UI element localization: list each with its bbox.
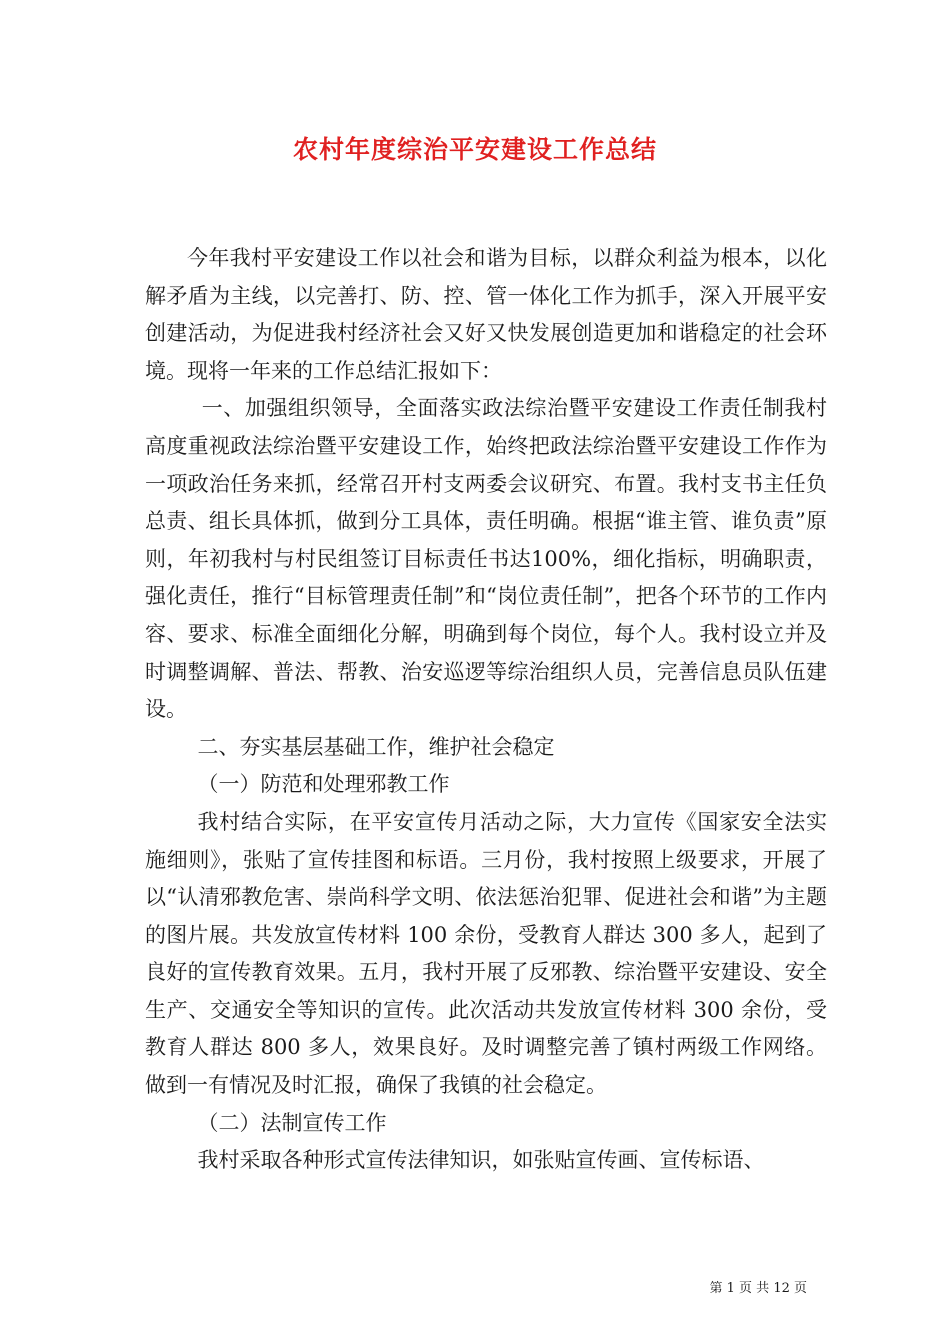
subsection-1-paragraph: 我村结合实际，在平安宣传月活动之际，大力宣传《国家安全法实施细则》，张贴了宣传挂图和标语。三月份，我村按照上级要求，开展了以“认清邪教危害、崇尚科学文明、依法惩治犯罪、促进社会和谐”为主题的图片展。共发放宣传材料 100 余份，受教育人群达 300 多人，起到了良好的宣传教育效果。五月，我村开展了反邪教、综治暨平安建设、安全生产、交通安全等知识的宣传。此次活动共发放宣传材料 300 余份，受教育人群达 800 多人，效果良好。及时调整完善了镇村两级工作网络。做到一有情况及时汇报，确保了我镇的社会稳定。 [145, 809, 827, 1098]
section-2-heading: 二、夯实基层基础工作，维护社会稳定 [197, 734, 555, 759]
subsection-2-paragraph: 我村采取各种形式宣传法律知识，如张贴宣传画、宣传标语、 [197, 1148, 765, 1173]
document-title: 农村年度综治平安建设工作总结 [292, 135, 657, 164]
page-number-footer: 第 1 页 共 12 页 [709, 1281, 807, 1296]
subsection-2-heading: （二）法制宣传工作 [197, 1110, 387, 1135]
intro-paragraph: 今年我村平安建设工作以社会和谐为目标，以群众利益为根本，以化解矛盾为主线，以完善打、防、控、管一体化工作为抓手，深入开展平安创建活动，为促进我村经济社会又好又快发展创造更加和谐稳定的社会环境。现将一年来的工作总结汇报如下： [145, 246, 827, 383]
document-body [145, 240, 827, 1180]
subsection-1-heading: （一）防范和处理邪教工作 [197, 772, 450, 797]
section-1-paragraph: 一、加强组织领导，全面落实政法综治暨平安建设工作责任制我村高度重视政法综治暨平安建设工作，始终把政法综治暨平安建设工作作为一项政治任务来抓，经常召开村支两委会议研究、布置。我村支书主任负总责、组长具体抓，做到分工具体，责任明确。根据“谁主管、谁负责”原则，年初我村与村民组签订目标责任书达100%，细化指标，明确职责，强化责任，推行“目标管理责任制”和“岗位责任制”，把各个环节的工作内容、要求、标准全面细化分解，明确到每个岗位，每个人。我村设立并及时调整调解、普法、帮教、治安巡逻等综治组织人员，完善信息员队伍建设。 [145, 396, 827, 722]
